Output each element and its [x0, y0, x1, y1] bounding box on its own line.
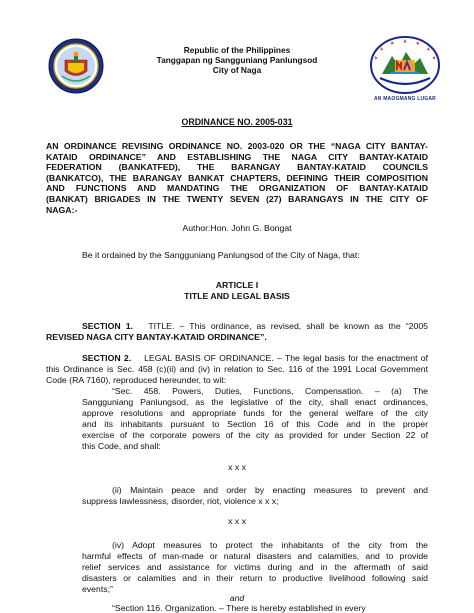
author-line: Author:Hon. John G. Bongat	[182, 223, 292, 233]
title-line: AN ORDINANCE REVISING ORDINANCE NO. 2003-020 OR THE “NAGA CITY BANTAY-	[46, 141, 428, 151]
quote-116-line: “Section 116. Organization. – There is hereby established in every	[112, 603, 366, 613]
section-2-line-1	[82, 353, 428, 364]
quote-458-line: Sangguniang Panlungsod, as the legislative of the city, shall enact ordinances,	[82, 397, 428, 407]
title-line: NAGA:-	[46, 204, 78, 215]
item-iv-line: harmful effects of man-made or natural disasters and calamities, and to provide	[82, 551, 428, 561]
naga-logo-icon	[368, 34, 442, 96]
section-1-line-1	[82, 321, 428, 332]
ellipsis-marker: x x x	[228, 462, 246, 472]
section-2-line-2: this Ordinance is Sec. 458 (c)(ii) and (iv) in relation to Sec. 116 of the 1991 Local Government	[46, 364, 428, 374]
article-number: ARTICLE I	[215, 280, 259, 290]
section-1-label: SECTION 1.	[82, 321, 133, 331]
quote-458-line: “Sec. 458. Powers, Duties, Functions, Compensation. – (a) The	[112, 386, 428, 396]
header-republic: Republic of the Philippines	[183, 45, 291, 55]
right-seal-caption: AN MAOGMANG LUGAR	[373, 96, 436, 102]
quote-458-line: exercise of the corporate powers of the city as provided for under Section 22 of	[82, 430, 428, 440]
item-ii-line: (ii) Maintain peace and order by enacting measures to prevent and	[112, 485, 428, 495]
title-line: KATAID ORDINANCE” AND ESTABLISHING THE NAGA CITY BANTAY-KATAID	[46, 151, 428, 162]
title-line: (BANKAT) BRIGADES IN THE TWENTY SEVEN (27) BARANGAYS IN THE CITY OF	[46, 193, 428, 204]
section-2-text: LEGAL BASIS OF ORDINANCE. – The legal basis for the enactment of	[144, 353, 428, 363]
title-line: AND FUNCTIONS AND MANDATING THE ORGANIZATION OF BANTAY-KATAID	[46, 183, 428, 194]
ellipsis-marker: x x x	[228, 516, 246, 526]
item-iv-line: (iv) Adopt measures to protect the inhabitants of the city from the	[112, 540, 428, 550]
header-office: Tanggapan ng Sangguniang Panlungsod	[156, 55, 318, 65]
quote-458-line: this Code, and shall:	[82, 441, 161, 451]
quote-458-line: and its inhabitants pursuant to Section 16 of this Code and in the proper	[82, 419, 428, 429]
section-2-label: SECTION 2.	[82, 353, 132, 363]
conjunction-and: and	[229, 593, 245, 603]
section-1-line-2: REVISED NAGA CITY BANTAY-KATAID ORDINANCE”.	[46, 332, 267, 342]
ordinance-title	[46, 141, 428, 215]
item-ii-line: suppress lawlessness, disorder, riot, violence x x x;	[82, 496, 279, 506]
header-city: City of Naga	[212, 65, 262, 75]
title-line: FEDERATION (BANKATFED), THE BARANGAY BANTAY-KATAID COUNCILS	[46, 162, 428, 173]
city-seal-icon	[48, 38, 104, 94]
article-heading: TITLE AND LEGAL BASIS	[184, 291, 290, 301]
item-iv-line: relief services and assistance for victims during and in the aftermath of said	[82, 562, 428, 572]
item-iv-line: disasters or calamities and in their return to productive livelihood following said	[82, 573, 428, 583]
ordinance-number: ORDINANCE NO. 2005-031	[181, 117, 293, 127]
section-1-text: TITLE. – This ordinance, as revised, shall be known as the “2005	[148, 321, 428, 331]
item-iv-line: events;”	[82, 584, 113, 594]
ordained-clause: Be it ordained by the Sangguniang Panlungsod of the City of Naga, that:	[82, 250, 360, 260]
section-2-line-3: Code (RA 7160), reproduced hereunder, to wit:	[46, 375, 227, 385]
title-line: (BANKATCO), THE BARANGAY BANKAT CHAPTERS, DEFINING THEIR COMPOSITION	[46, 172, 428, 183]
quote-458-line: approve resolutions and appropriate funds for the general welfare of the city	[82, 408, 428, 418]
